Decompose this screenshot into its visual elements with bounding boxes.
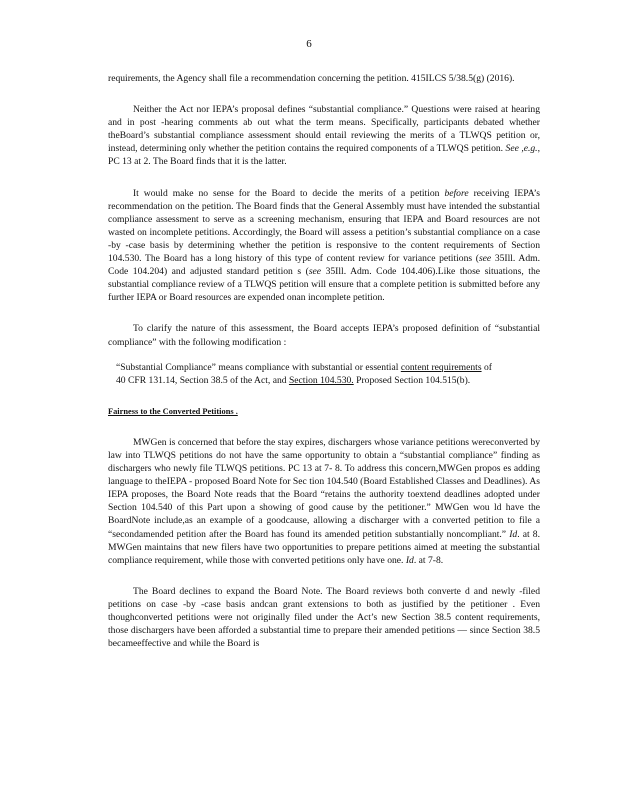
paragraph: The Board declines to expand the Board Note. The Board reviews both converte d and newly -filed petitions on case -by -case basis andcan grant extensions to both as justified by the petitioner . Even thoughconverted petitions were not originally filed under the Act’s new Section 38.5 content requirements, those dischargers have been afforded a substantial time to prepare their amended petitions — since Section 38.5 becameeffective and while the Board is (108, 585, 540, 650)
inserted-text: Section 104.530. (288, 374, 354, 386)
paragraph: It would make no sense for the Board to decide the merits of a petition before receiving IEPA’s recommendation on the petition. The Board finds that the General Assembly must have intended the substantial compliance assessment to serve as a screening mechanism, ensuring that IEPA and Board resources are not wasted on incomplete petitions. Accordingly, the Board will assess a petition’s substantial compliance on a case -by -case basis by determining whether the petition is responsive to the content requirements of Section 104.530. The Board has a long history of this type of content review for variance petitions (see 35Ill. Adm. Code 104.204) and adjusted standard petition s (see 35Ill. Adm. Code 104.406).Like those situations, the substantial compliance review of a TLWQS petition will ensure that a complete petition is submitted before any further IEPA or Board resources are expended onan incomplete petition. (108, 187, 540, 304)
citation-signal: Id (509, 528, 518, 540)
inserted-text: content requirements (400, 361, 482, 373)
paragraph: Neither the Act nor IEPA’s proposal defines “substantial compliance.” Questions were raised at hearing and in post -hearing comments ab out what the term means. Specifically, participants debated whether theBoard’s substantial compliance assessment should entail reviewing the merits of a TLWQS petition or, instead, determining only whether the petition contains the required components of a TLWQS petition. See ,e.g., PC 13 at 2. The Board finds that it is the latter. (108, 104, 540, 168)
citation-signal: see (308, 266, 322, 278)
paragraph: requirements, the Agency shall file a recommendation concerning the petition. 415ILCS 5/38.5(g) (2016). (108, 73, 515, 84)
citation-signal: See ,e.g. (505, 143, 538, 155)
emphasis: before (444, 187, 469, 199)
citation-signal: Id (405, 554, 414, 566)
section-heading: Fairness to the Converted Petitions . (108, 406, 238, 416)
document-body (108, 72, 540, 650)
paragraph: To clarify the nature of this assessment, the Board accepts IEPA’s proposed definition of “substantial compliance” with the following modification : (108, 323, 540, 348)
citation-signal: see (478, 253, 492, 265)
page-number: 6 (306, 38, 312, 50)
block-quote: “Substantial Compliance” means compliance with substantial or essential content requirements of 40 CFR 131.14, Section 38.5 of the Act, and Section 104.530. Proposed Section 104.515(b). (116, 361, 492, 386)
paragraph: MWGen is concerned that before the stay expires, dischargers whose variance petitions wereconverted by law into TLWQS petitions do not have the same opportunity to obtain a “substantial compliance” finding as dischargers who newly file TLWQS petitions. PC 13 at 7- 8. To address this concern,MWGen propos es adding language to theIEPA - proposed Board Note for Sec tion 104.540 (Board Established Classes and Deadlines). As IEPA proposes, the Board Note reads that the Board “retains the authority toextend deadlines adopted under Section 104.540 of this Part upon a showing of good cause by the petitioner.” MWGen wou ld have the BoardNote include,as an example of a goodcause, allowing a discharger with a converted petition to file a “secondamended petition after the Board has found its amended petition substantially noncompliant.” Id. at 8. MWGen maintains that new filers have two opportunities to prepare petitions aimed at meeting the substantial compliance requirement, while those with converted petitions only have one. Id. at 7-8. (108, 436, 540, 566)
